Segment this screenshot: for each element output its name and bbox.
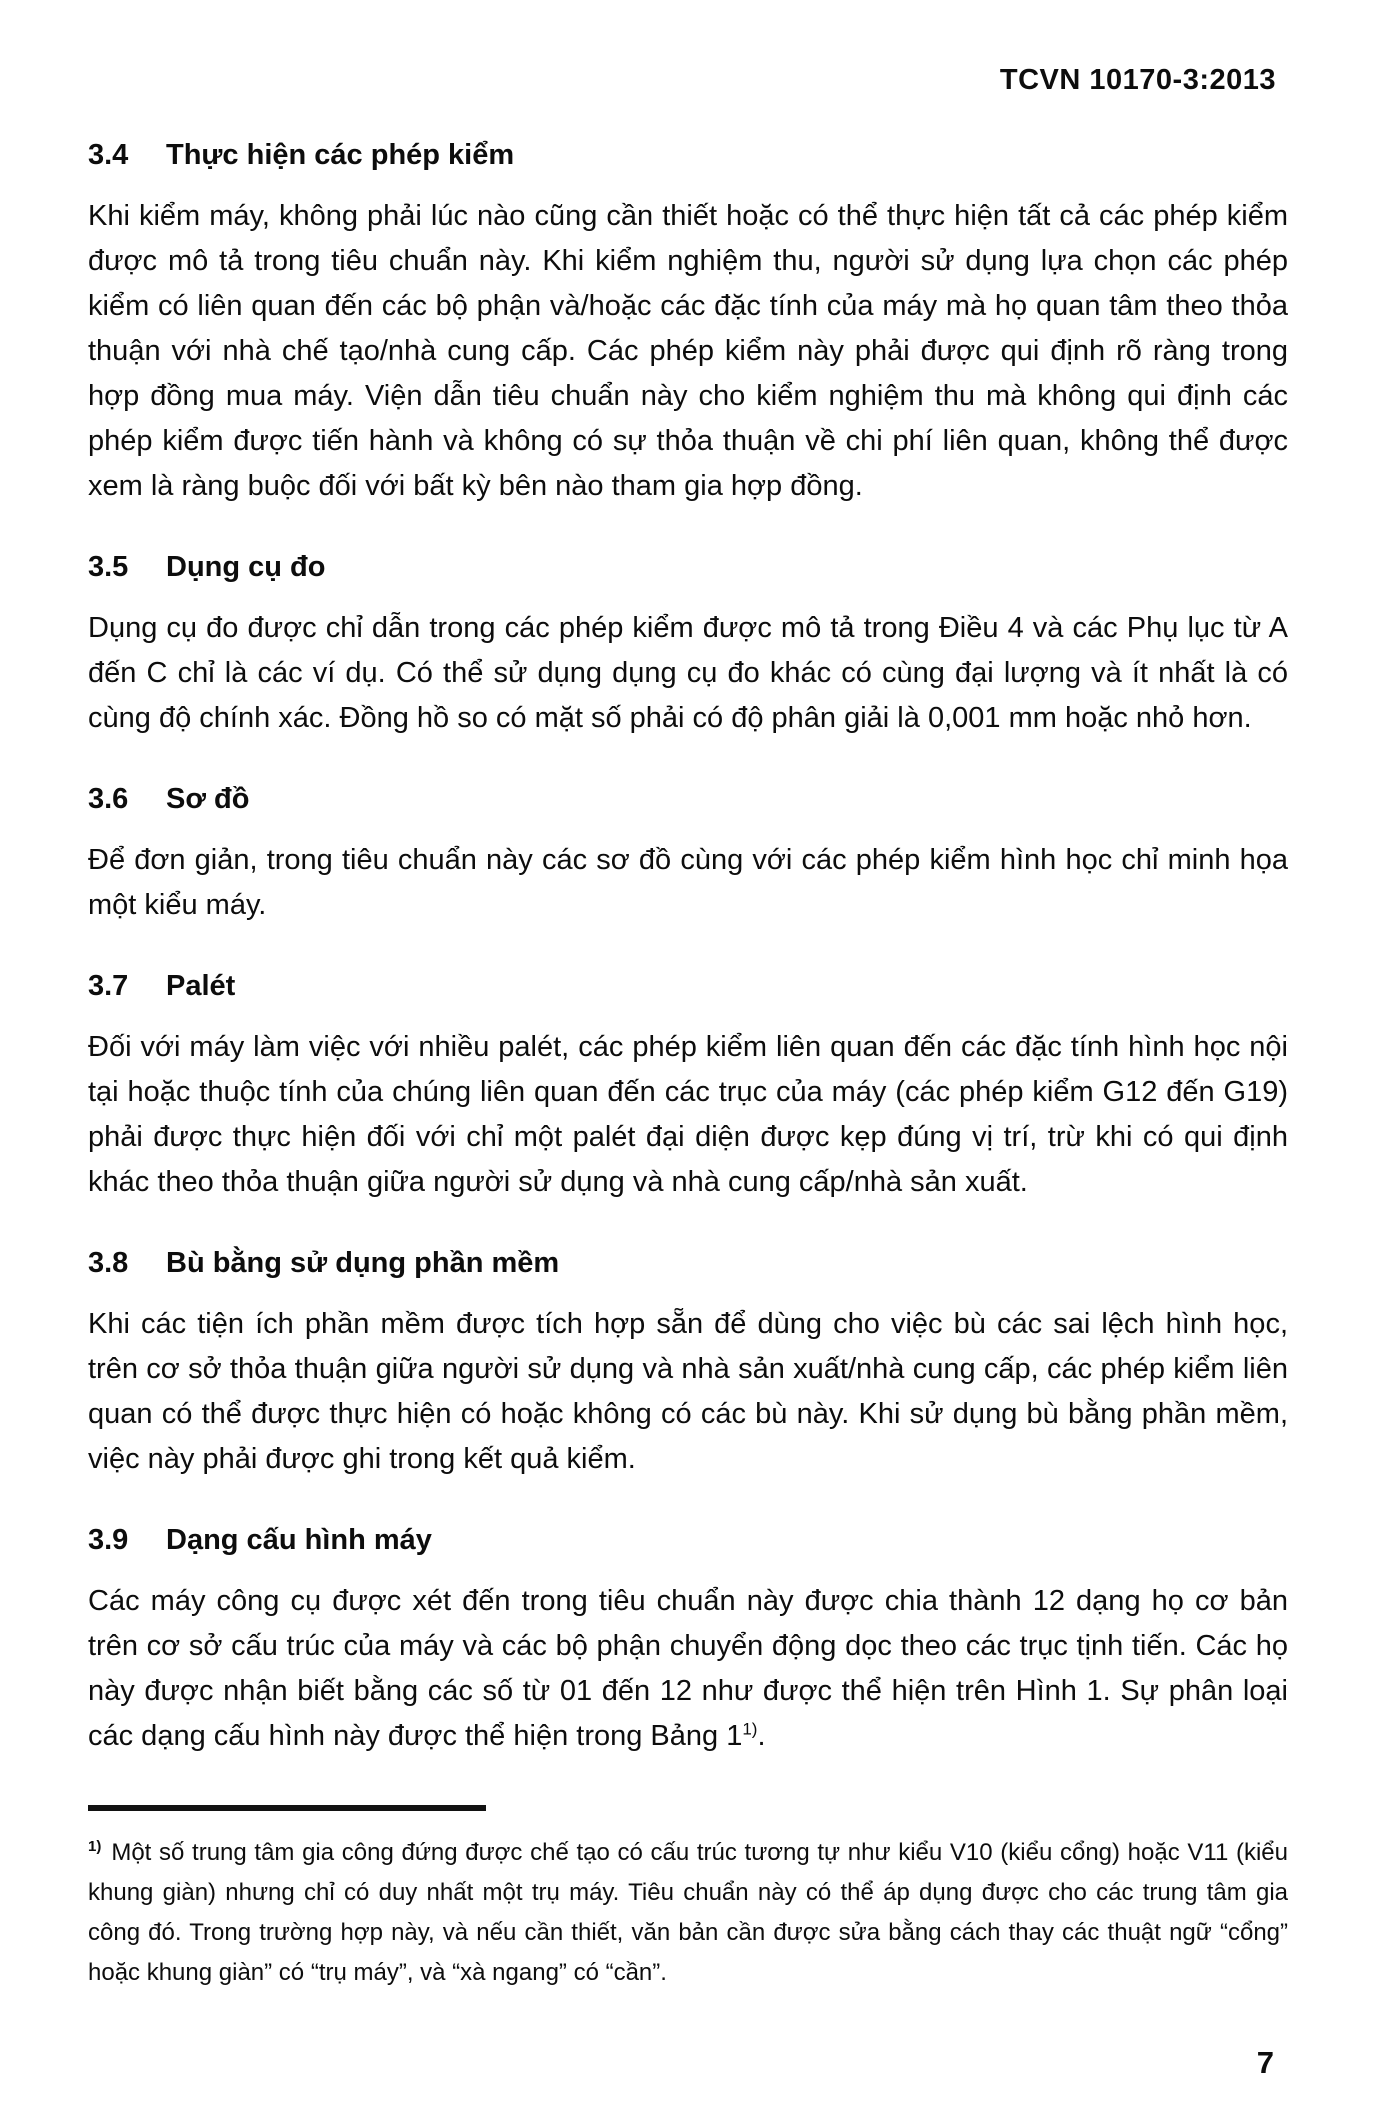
section-body: Khi các tiện ích phần mềm được tích hợp sẵn để dùng cho việc bù các sai lệch hình học, trên cơ sở thỏa thuận giữa người sử dụng và nhà sản xuất/nhà cung cấp, các phép kiểm liên quan có thể được thực hiện có hoặc không có các bù này. Khi sử dụng bù bằng phần mềm, việc này phải được ghi trong kết quả kiểm.: [88, 1308, 1288, 1475]
section-heading: [88, 551, 1288, 584]
page-header: [88, 64, 1288, 97]
section-3-7: [88, 970, 1288, 1205]
section-heading: [88, 139, 1288, 172]
section-body: Khi kiểm máy, không phải lúc nào cũng cần thiết hoặc có thể thực hiện tất cả các phép kiểm được mô tả trong tiêu chuẩn này. Khi kiểm nghiệm thu, người sử dụng lựa chọn các phép kiểm có liên quan đến các bộ phận và/hoặc các đặc tính của máy mà họ quan tâm theo thỏa thuận với nhà chế tạo/nhà cung cấp. Các phép kiểm này phải được qui định rõ ràng trong hợp đồng mua máy. Viện dẫn tiêu chuẩn này cho kiểm nghiệm thu mà không qui định các phép kiểm được tiến hành và không có sự thỏa thuận về chi phí liên quan, không thể được xem là ràng buộc đối với bất kỳ bên nào tham gia hợp đồng.: [88, 200, 1288, 502]
section-heading: [88, 1247, 1288, 1280]
footnote-text: Một số trung tâm gia công đứng được chế tạo có cấu trúc tương tự như kiểu V10 (kiểu cổng) hoặc V11 (kiểu khung giàn) nhưng chỉ có duy nhất một trụ máy. Tiêu chuẩn này có thể áp dụng được cho các trung tâm gia công đó. Trong trường hợp này, và nếu cần thiết, văn bản cần được sửa bằng cách thay các thuật ngữ “cổng” hoặc khung giàn” có “trụ máy”, và “xà ngang” có “cần”.: [88, 1839, 1288, 1986]
footnote-marker: 1): [88, 1838, 102, 1855]
footnote-separator: [88, 1805, 486, 1811]
section-body: Đối với máy làm việc với nhiều palét, các phép kiểm liên quan đến các đặc tính hình học nội tại hoặc thuộc tính của chúng liên quan đến các trục của máy (các phép kiểm G12 đến G19) phải được thực hiện đối với chỉ một palét đại diện được kẹp đúng vị trí, trừ khi có qui định khác theo thỏa thuận giữa người sử dụng và nhà cung cấp/nhà sản xuất.: [88, 1031, 1288, 1198]
section-3-6: [88, 783, 1288, 928]
section-heading: [88, 1524, 1288, 1557]
section-title: Thực hiện các phép kiểm: [166, 139, 515, 171]
section-number: 3.5: [88, 551, 129, 583]
section-title: Dạng cấu hình máy: [166, 1524, 432, 1556]
section-number: 3.7: [88, 970, 129, 1002]
footnote-reference: 1): [742, 1719, 758, 1739]
section-3-9: [88, 1524, 1288, 1759]
document-code: TCVN 10170-3:2013: [999, 64, 1276, 96]
section-number: 3.6: [88, 783, 129, 815]
section-body-text: Các máy công cụ được xét đến trong tiêu chuẩn này được chia thành 12 dạng họ cơ bản trên cơ sở cấu trúc của máy và các bộ phận chuyển động dọc theo các trục tịnh tiến. Các họ này được nhận biết bằng các số từ 01 đến 12 như được thể hiện trên Hình 1. Sự phân loại các dạng cấu hình này được thể hiện trong Bảng 1: [88, 1585, 1288, 1752]
section-body: Để đơn giản, trong tiêu chuẩn này các sơ đồ cùng với các phép kiểm hình học chỉ minh họa một kiểu máy.: [88, 844, 1288, 921]
footnote: [88, 1833, 1288, 1993]
section-title: Bù bằng sử dụng phần mềm: [166, 1247, 560, 1279]
section-number: 3.4: [88, 139, 129, 171]
section-number: 3.9: [88, 1524, 129, 1556]
section-body-end: .: [757, 1720, 766, 1752]
section-body: [88, 1579, 1288, 1759]
section-number: 3.8: [88, 1247, 129, 1279]
section-title: Sơ đồ: [166, 783, 250, 815]
page-number: 7: [1256, 2045, 1274, 2080]
section-title: Palét: [166, 970, 236, 1002]
section-heading: [88, 783, 1288, 816]
section-3-8: [88, 1247, 1288, 1482]
section-title: Dụng cụ đo: [166, 551, 326, 583]
section-3-5: [88, 551, 1288, 741]
section-body: Dụng cụ đo được chỉ dẫn trong các phép kiểm được mô tả trong Điều 4 và các Phụ lục từ A đến C chỉ là các ví dụ. Có thể sử dụng dụng cụ đo khác có cùng đại lượng và ít nhất là có cùng độ chính xác. Đồng hồ so có mặt số phải có độ phân giải là 0,001 mm hoặc nhỏ hơn.: [88, 612, 1288, 734]
section-heading: [88, 970, 1288, 1003]
section-3-4: [88, 139, 1288, 509]
